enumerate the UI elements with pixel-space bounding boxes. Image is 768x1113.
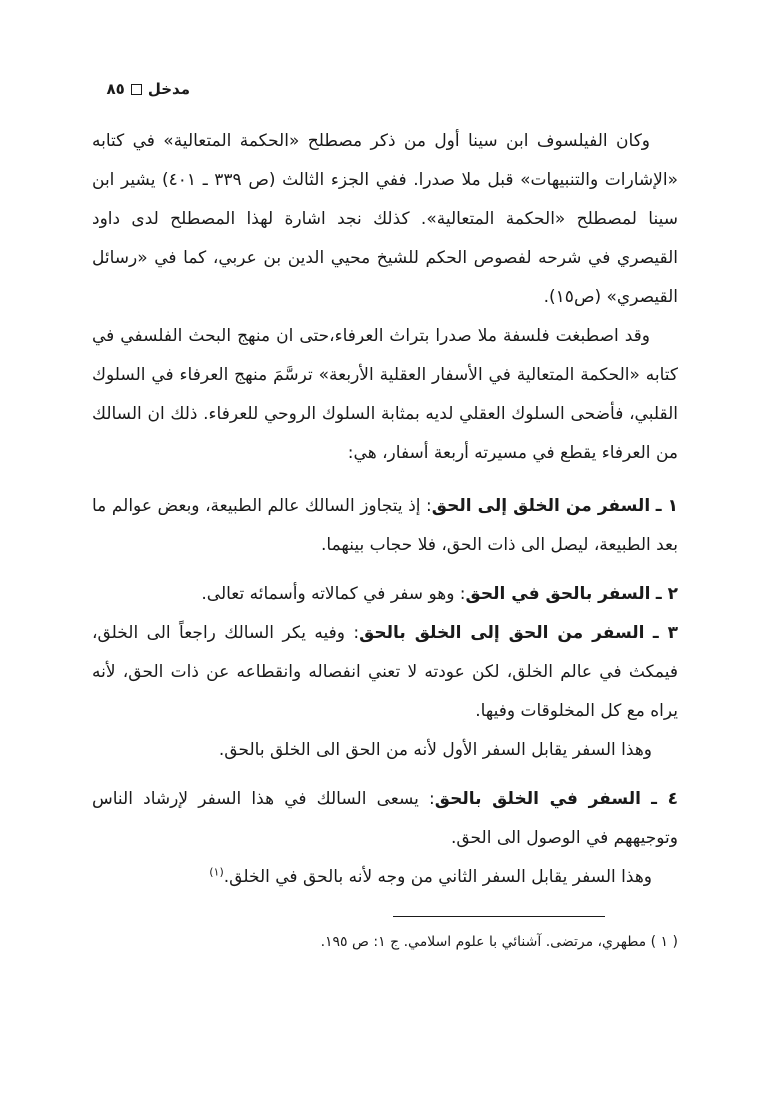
journey-4-title: السفر في الخلق بالحق — [434, 789, 641, 809]
journey-3-number: ٣ ـ — [652, 623, 678, 643]
square-ornament-icon — [131, 84, 142, 95]
section-title: مدخل — [147, 80, 190, 98]
journey-1-title: السفر من الخلق إلى الحق — [431, 496, 651, 516]
body-text — [92, 122, 678, 897]
journey-2-number: ٢ ـ — [655, 584, 678, 604]
footnote-divider — [393, 916, 605, 917]
journey-item-3 — [92, 614, 678, 731]
journey-item-4 — [92, 780, 678, 858]
journey-4-number: ٤ ـ — [651, 789, 678, 809]
journey-3-title: السفر من الحق إلى الخلق بالحق — [359, 623, 645, 643]
running-header — [90, 80, 190, 98]
journey-4-note — [92, 858, 678, 897]
journey-2-title: السفر بالحق في الحق — [465, 584, 651, 604]
page-number: ٨٥ — [106, 80, 125, 98]
journey-2-text: : وهو سفر في كمالاته وأسمائه تعالى. — [201, 584, 466, 604]
journey-1-number: ١ ـ — [655, 496, 678, 516]
journey-1-text: : إذ يتجاوز السالك عالم الطبيعة، وبعض عوالم ما بعد الطبيعة، ليصل الى ذات الحق، فلا حجاب بينهما. — [92, 496, 678, 555]
paragraph-ibn-sina: وكان الفيلسوف ابن سينا أول من ذكر مصطلح «الحكمة المتعالية» في كتابه «الإشارات والتنبيهات» قبل ملا صدرا. ففي الجزء الثالث (ص ٣٣٩ ـ ٤٠١) يشير ابن سينا لمصطلح «الحكمة المتعالية». كذلك نجد اشارة لهذا المصطلح لدى داود القيصري في شرحه لفصوص الحكم للشيخ محيي الدين بن عربي، كما في «رسائل القيصري» (ص١٥). — [92, 131, 678, 307]
journey-4-note-text: وهذا السفر يقابل السفر الثاني من وجه لأنه بالحق في الخلق. — [223, 867, 652, 887]
paragraph-mulla-sadra: وقد اصطبغت فلسفة ملا صدرا بتراث العرفاء،حتى ان منهج البحث الفلسفي في كتابه «الحكمة المتعالية في الأسفار العقلية الأربعة» ترسَّمَ منهج العرفاء في السلوك القلبي، فأضحى السلوك العقلي لديه بمثابة السلوك الروحي للعرفاء. ذلك ان السالك من العرفاء يقطع في مسيرته أربعة أسفار، هي: — [92, 326, 678, 463]
footnote-reference[interactable]: (١) — [209, 865, 224, 879]
journey-4-text: : يسعى السالك في هذا السفر لإرشاد الناس وتوجيههم في الوصول الى الحق. — [92, 789, 678, 848]
journey-3-text: : وفيه يكر السالك راجعاً الى الخلق، فيمكث في عالم الخلق، لكن عودته لا تعني انفصاله وانقطاعه عن ذات الحق، لأنه يراه مع كل المخلوقات وفيها. — [92, 623, 678, 721]
journey-item-2 — [92, 575, 678, 614]
footnote: ( ١ ) مطهري، مرتضى. آشنائي با علوم اسلامي. ج ١: ص ١٩٥. — [320, 934, 678, 950]
journey-item-1 — [92, 487, 678, 565]
journey-3-note: وهذا السفر يقابل السفر الأول لأنه من الحق الى الخلق بالحق. — [218, 740, 652, 760]
